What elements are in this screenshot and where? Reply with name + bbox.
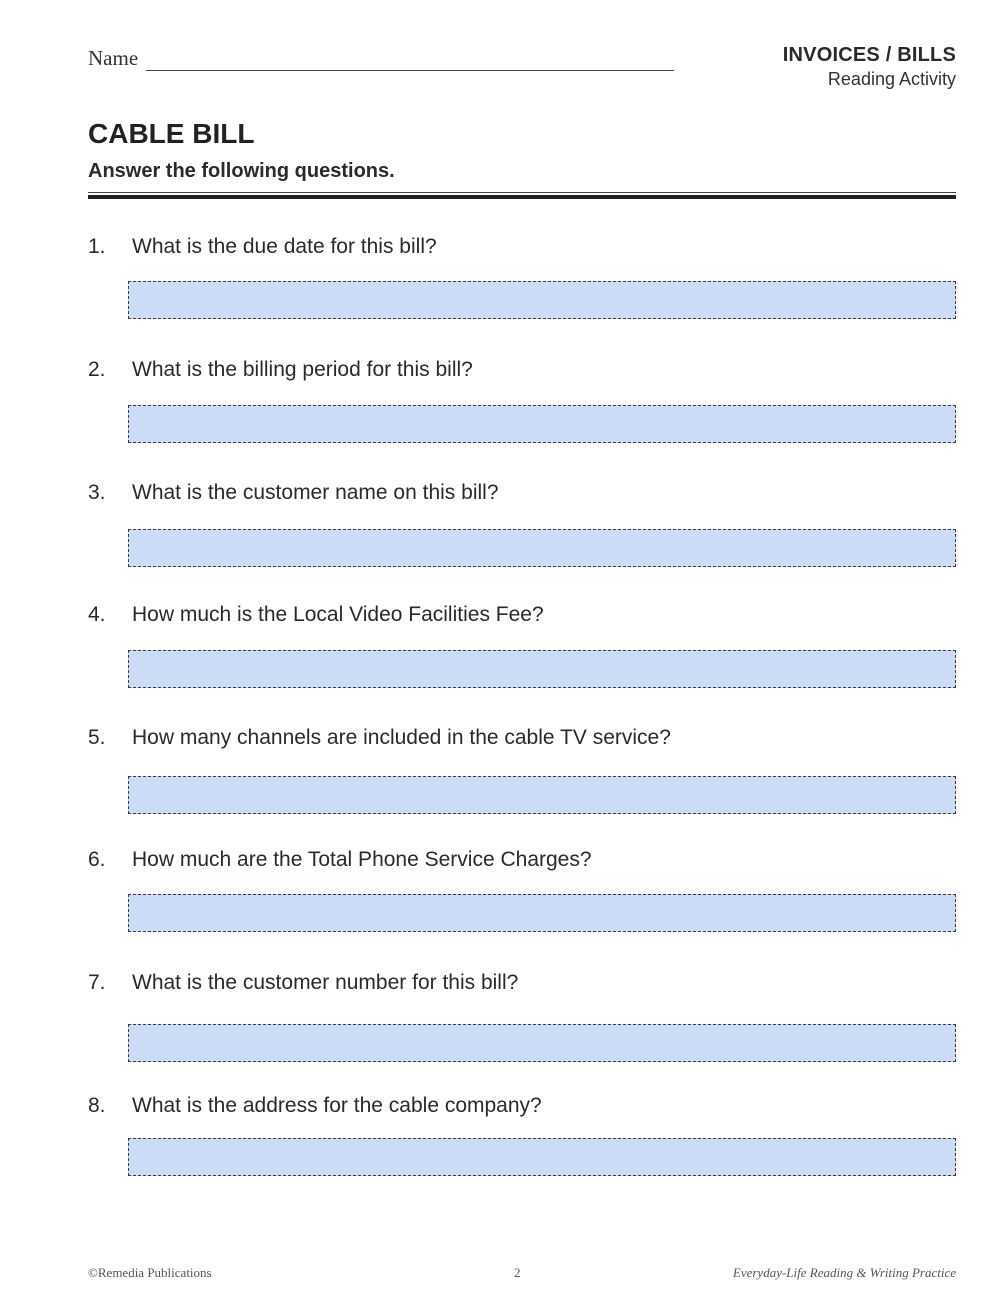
question-text: What is the billing period for this bill? [132,358,473,381]
question-number: 5. [88,726,106,749]
question-item [88,970,958,996]
answer-box[interactable] [128,1138,956,1176]
answer-box[interactable] [128,281,956,319]
header-right [783,44,956,90]
answer-box[interactable] [128,894,956,932]
question-text: What is the customer name on this bill? [132,481,499,504]
answer-box[interactable] [128,1024,956,1062]
worksheet-title: CABLE BILL [88,118,255,149]
question-text: What is the due date for this bill? [132,235,437,258]
question-text: What is the address for the cable company? [132,1094,542,1117]
question-number: 1. [88,235,106,258]
name-label: Name [88,46,139,70]
name-line [146,48,674,71]
question-item [88,847,958,873]
question-text: What is the customer number for this bill? [132,971,519,994]
question-text: How many channels are included in the cable TV service? [132,726,671,749]
footer-page-number: 2 [514,1265,521,1280]
instructions: Answer the following questions. [88,160,395,182]
header-divider [88,192,956,199]
question-text: How much is the Local Video Facilities Fee? [132,603,544,626]
question-item [88,1093,958,1119]
question-number: 4. [88,603,106,626]
answer-box[interactable] [128,650,956,688]
question-text: How much are the Total Phone Service Charges? [132,848,592,871]
question-item [88,234,958,260]
question-number: 6. [88,848,106,871]
answer-box[interactable] [128,776,956,814]
answer-box[interactable] [128,405,956,443]
question-number: 8. [88,1094,106,1117]
question-number: 3. [88,481,106,504]
question-item [88,357,958,383]
footer-series: Everyday-Life Reading & Writing Practice [732,1265,956,1280]
activity-subheading: Reading Activity [827,69,956,89]
footer-publisher: ©Remedia Publications [88,1265,212,1280]
question-item [88,602,958,628]
category-heading: INVOICES / BILLS [782,44,956,66]
question-item [88,725,958,751]
question-item [88,480,958,506]
answer-box[interactable] [128,529,956,567]
question-number: 2. [88,358,106,381]
name-row [88,46,674,71]
question-number: 7. [88,971,106,994]
